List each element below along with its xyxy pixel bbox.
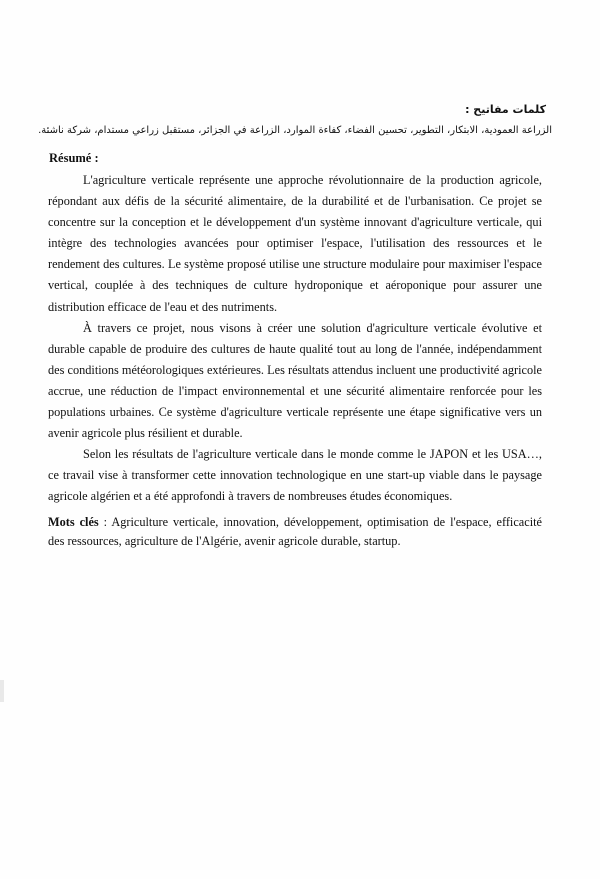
resume-paragraph-3: Selon les résultats de l'agriculture verticale dans le monde comme le JAPON et les USA…, ce travail vise à transformer cette innovation technologique en une start-up viable dans le paysage agricole algérien et a été approfondi à travers de nombreuses études économiques. <box>48 447 542 504</box>
arabic-keywords-text: الزراعة العمودية، الابتكار، التطوير، تحسين الفضاء، كفاءة الموارد، الزراعة في الجزائر، مستقبل زراعي مستدام، شركة ناشئة. <box>38 125 552 136</box>
resume-paragraph-1: L'agriculture verticale représente une approche révolutionnaire de la production agricole, répondant aux défis de la sécurité alimentaire, de la durabilité et de l'urbanisation. Ce projet se concentre sur la conception et le développement d'un système innovant d'agriculture verticale, qui intègre des technologies avancées pour optimiser l'espace, l'utilisation des ressources et le rendement des cultures. Le système proposé utilise une structure modulaire pour maximiser l'espace vertical, couplée à des techniques de culture hydroponique et aéroponique pour assurer une distribution efficace de l'eau et des nutriments. <box>48 173 542 314</box>
mots-cles-label: Mots clés <box>48 515 99 529</box>
mots-cles-separator: : <box>98 515 112 529</box>
resume-heading: Résumé : <box>49 151 99 165</box>
mots-cles-paragraph <box>48 513 542 550</box>
scan-artifact <box>0 680 4 702</box>
arabic-keywords-heading: كلمات مفاتيح : <box>465 103 546 116</box>
resume-paragraph-2: À travers ce projet, nous visons à créer une solution d'agriculture verticale évolutive et durable capable de produire des cultures de haute qualité tout au long de l'année, indépendamment des conditions météorologiques extérieures. Les résultats attendus incluent une productivité agricole accrue, une réduction de l'impact environnemental et une sécurité alimentaire renforcée pour les populations urbaines. Ce système d'agriculture verticale représente une étape significative vers un avenir agricole plus résilient et durable. <box>48 321 542 441</box>
mots-cles-text: Agriculture verticale, innovation, développement, optimisation de l'espace, efficacité des ressources, agriculture de l'Algérie, avenir agricole durable, startup. <box>48 515 542 548</box>
